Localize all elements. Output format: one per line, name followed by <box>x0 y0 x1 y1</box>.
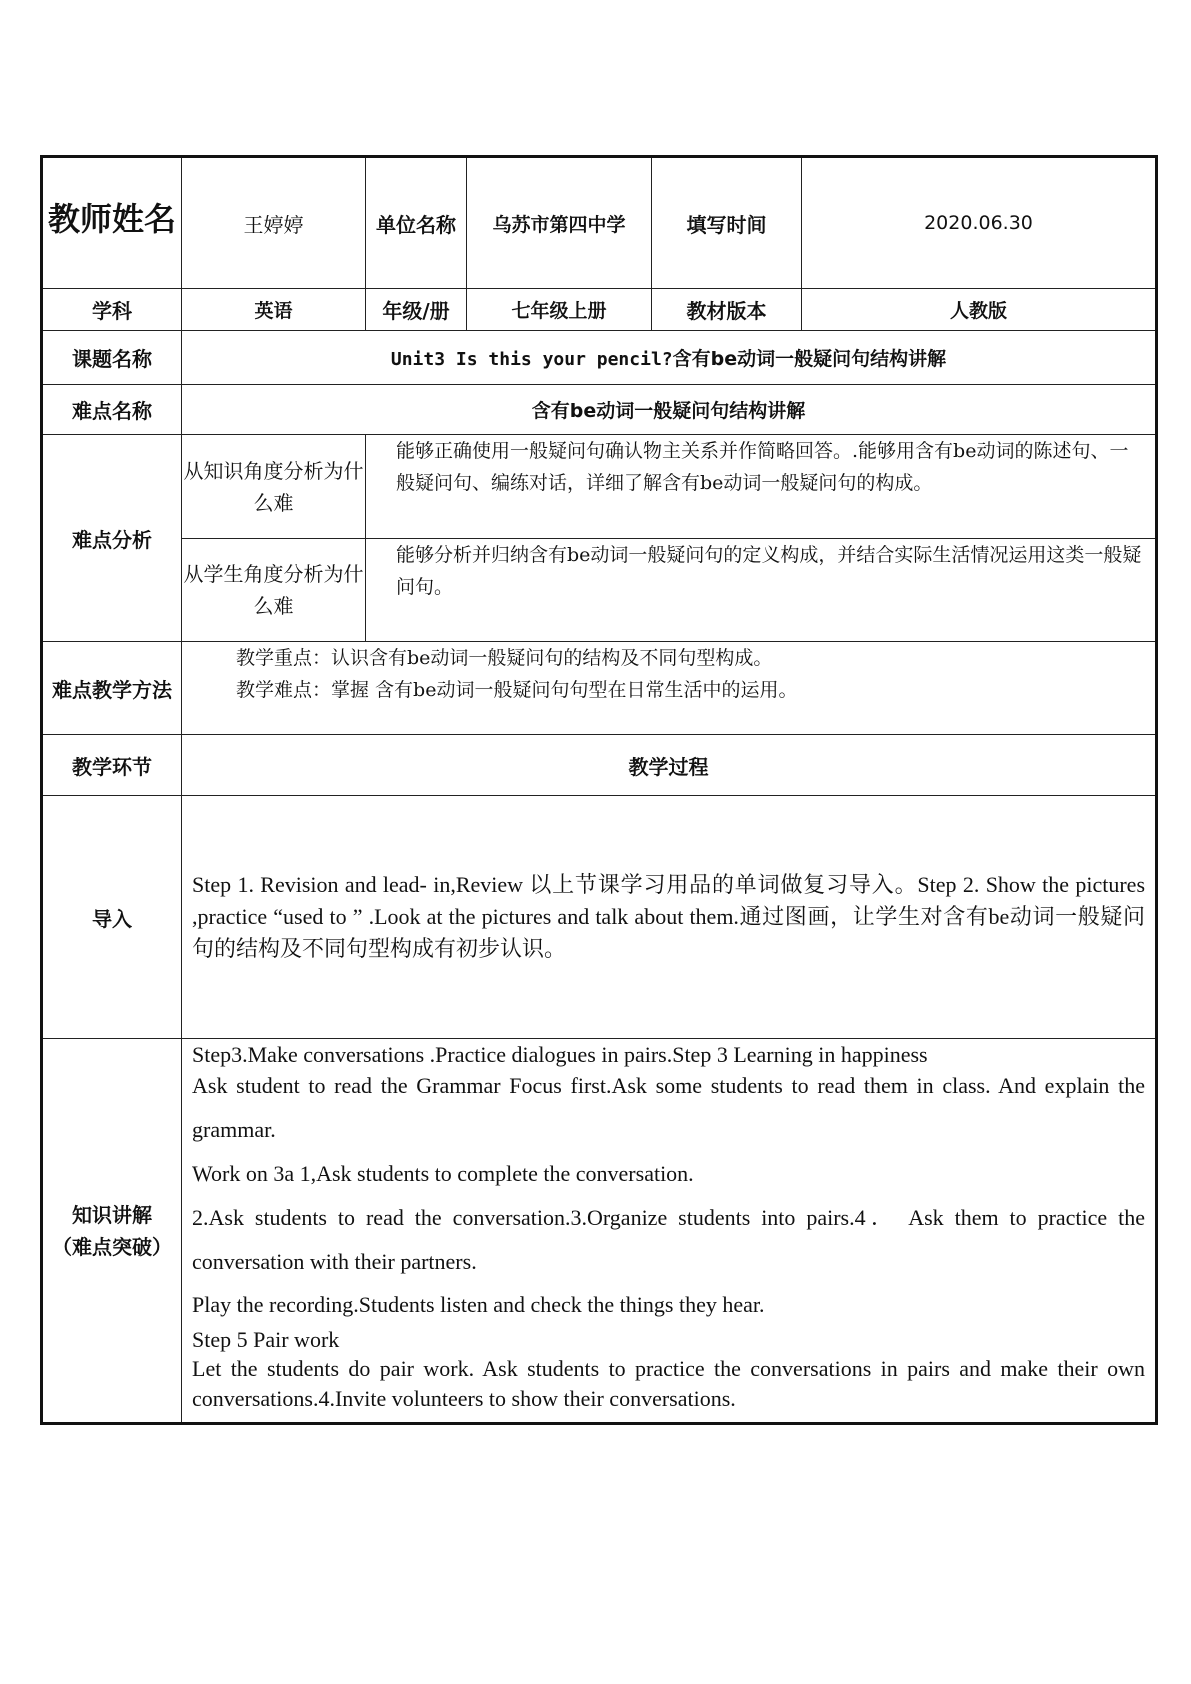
knowledge-para-6: Step 5 Pair work <box>192 1327 340 1352</box>
unit-name-value: 乌苏市第四中学 <box>467 157 652 289</box>
teaching-stage-label: 教学环节 <box>42 735 182 796</box>
intro-text: Step 1. Revision and lead- in,Review 以上节课学习用品的单词做复习导入。Step 2. Show the pictures ,practice “used to ” .Look at the pictures and talk about them.通过图画，让学生对含有be动词一般疑问句的结构及不同句型构成有初步认识。 <box>182 796 1157 1039</box>
topic-label: 课题名称 <box>42 331 182 385</box>
lesson-plan-table <box>40 155 1158 1425</box>
analysis-label: 难点分析 <box>42 435 182 642</box>
difficulty-name-value: 含有be动词一般疑问句结构讲解 <box>182 385 1157 435</box>
difficulty-name-label: 难点名称 <box>42 385 182 435</box>
teacher-name-value: 王婷婷 <box>182 157 366 289</box>
knowledge-angle-text: 能够正确使用一般疑问句确认物主关系并作简略回答。.能够用含有be动词的陈述句、一般疑问句、编练对话，详细了解含有be动词一般疑问句的构成。 <box>366 435 1157 539</box>
fill-date-value: 2020.06.30 <box>802 157 1157 289</box>
lesson-plan-sheet <box>40 155 1155 1425</box>
subject-value: 英语 <box>182 289 366 331</box>
knowledge-text <box>182 1039 1157 1424</box>
teacher-name-label: 教师姓名 <box>42 157 182 289</box>
grade-label: 年级/册 <box>366 289 467 331</box>
knowledge-para-4: 2.Ask students to read the conversation.3.Organize students into pairs.4． Ask them to practice the conversation with their partners. <box>192 1205 1145 1274</box>
intro-label: 导入 <box>42 796 182 1039</box>
knowledge-para-2: Ask student to read the Grammar Focus first.Ask some students to read them in class. And explain the grammar. <box>192 1073 1145 1142</box>
knowledge-label-line2: （难点突破） <box>52 1234 172 1259</box>
method-row <box>42 642 1157 735</box>
header-row <box>42 157 1157 289</box>
knowledge-para-1: Step3.Make conversations .Practice dialogues in pairs.Step 3 Learning in happiness <box>192 1042 928 1067</box>
knowledge-para-7: Let the students do pair work. Ask students to practice the conversations in pairs and make their own conversations.4.Invite volunteers to show their conversations. <box>192 1356 1145 1411</box>
knowledge-row <box>42 1039 1157 1424</box>
unit-name-label: 单位名称 <box>366 157 467 289</box>
intro-row <box>42 796 1157 1039</box>
fill-date-label: 填写时间 <box>652 157 802 289</box>
knowledge-para-3: Work on 3a 1,Ask students to complete the conversation. <box>192 1161 694 1186</box>
method-key-point: 教学重点：认识含有be动词一般疑问句的结构及不同句型构成。 <box>236 647 773 669</box>
knowledge-para-5: Play the recording.Students listen and check the things they hear. <box>192 1292 765 1317</box>
method-label: 难点教学方法 <box>42 642 182 735</box>
knowledge-label <box>42 1039 182 1424</box>
method-difficult-point: 教学难点：掌握 含有be动词一般疑问句句型在日常生活中的运用。 <box>236 679 798 701</box>
topic-value <box>182 331 1157 385</box>
knowledge-label-line1: 知识讲解 <box>72 1202 152 1227</box>
difficulty-name-row <box>42 385 1157 435</box>
grade-value: 七年级上册 <box>467 289 652 331</box>
topic-value-chinese: 含有be动词一般疑问句结构讲解 <box>672 348 947 370</box>
edition-label: 教材版本 <box>652 289 802 331</box>
topic-value-english: Unit3 Is this your pencil? <box>390 349 673 370</box>
knowledge-angle-label: 从知识角度分析为什么难 <box>182 435 366 539</box>
process-header-row <box>42 735 1157 796</box>
topic-row <box>42 331 1157 385</box>
teaching-process-label: 教学过程 <box>182 735 1157 796</box>
method-text <box>182 642 1157 735</box>
student-angle-text: 能够分析并归纳含有be动词一般疑问句的定义构成，并结合实际生活情况运用这类一般疑问句。 <box>366 539 1157 642</box>
student-angle-label: 从学生角度分析为什么难 <box>182 539 366 642</box>
info-row <box>42 289 1157 331</box>
analysis-knowledge-row <box>42 435 1157 539</box>
analysis-student-row <box>42 539 1157 642</box>
edition-value: 人教版 <box>802 289 1157 331</box>
subject-label: 学科 <box>42 289 182 331</box>
